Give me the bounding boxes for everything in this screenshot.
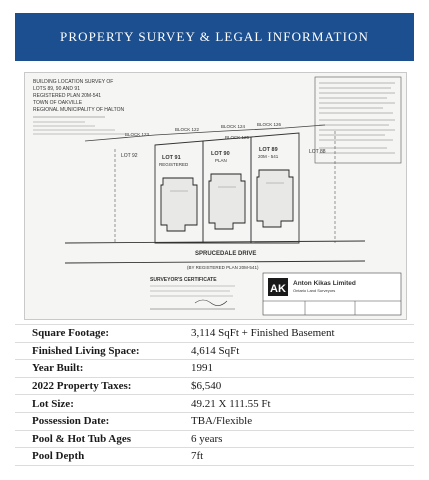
surveyor-subtitle: Ontario Land Surveyors xyxy=(293,288,336,293)
fact-label: 2022 Property Taxes: xyxy=(32,380,132,393)
lot-label: LOT 89 xyxy=(259,147,278,153)
fact-value: 3,114 SqFt + Finished Basement xyxy=(191,327,335,340)
fact-row xyxy=(15,431,414,449)
lot-labels xyxy=(121,147,326,167)
survey-title-line: REGIONAL MUNICIPALITY OF HALTON xyxy=(33,107,125,113)
survey-plan xyxy=(25,73,406,319)
fact-value: $6,540 xyxy=(191,380,222,393)
fact-row xyxy=(15,343,414,361)
fact-label: Year Built: xyxy=(32,362,84,375)
survey-title-line: LOTS 89, 90 AND 91 xyxy=(33,86,80,92)
fact-row xyxy=(15,395,414,413)
lot-plan-label: PLAN xyxy=(215,158,227,163)
fact-row xyxy=(15,413,414,431)
survey-drawing xyxy=(24,72,407,320)
fact-value: 7ft xyxy=(191,450,204,463)
block-label: BLOCK 125 xyxy=(225,135,250,140)
surveyor-logo: AK xyxy=(270,283,286,295)
house-footprints xyxy=(161,170,293,231)
lot-plan-label: REGISTERED xyxy=(159,162,189,167)
block-label: BLOCK 126 xyxy=(257,122,282,127)
lot-label: LOT 88 xyxy=(309,149,326,155)
lot-label: LOT 90 xyxy=(211,151,230,157)
fact-value: TBA/Flexible xyxy=(191,415,253,428)
property-facts-table xyxy=(15,324,414,466)
block-label: BLOCK 123 xyxy=(125,132,150,137)
fact-label: Pool Depth xyxy=(32,450,85,463)
lot-plan-label: 20M - 541 xyxy=(258,154,279,159)
fact-row xyxy=(15,448,414,466)
block-label: BLOCK 122 xyxy=(175,127,200,132)
fact-row xyxy=(15,360,414,378)
street-name: SPRUCEDALE DRIVE xyxy=(195,251,257,257)
street-subtitle: (BY REGISTERED PLAN 20M-541) xyxy=(187,265,259,270)
fact-label: Possession Date: xyxy=(32,415,110,428)
survey-title-line: TOWN OF OAKVILLE xyxy=(33,100,83,106)
survey-title-line: BUILDING LOCATION SURVEY OF xyxy=(33,79,114,85)
fact-value: 4,614 SqFt xyxy=(191,344,240,357)
surveyor-name: Anton Kikas Limited xyxy=(293,280,356,287)
fact-row xyxy=(15,324,414,343)
fact-value: 6 years xyxy=(191,432,223,445)
fact-label: Finished Living Space: xyxy=(32,344,140,357)
block-label: BLOCK 124 xyxy=(221,124,246,129)
fact-label: Pool & Hot Tub Ages xyxy=(32,432,132,445)
surveyor-certificate xyxy=(150,277,235,309)
fact-value: 49.21 X 111.55 Ft xyxy=(191,397,271,410)
lot-label: LOT 91 xyxy=(162,155,181,161)
street xyxy=(65,241,365,270)
surveyor-title-block xyxy=(263,273,401,315)
fact-row xyxy=(15,378,414,396)
survey-title-block xyxy=(33,79,125,134)
lot-label: LOT 92 xyxy=(121,153,138,159)
page-title: PROPERTY SURVEY & LEGAL INFORMATION xyxy=(60,29,369,44)
certificate-title: SURVEYOR'S CERTIFICATE xyxy=(150,277,217,283)
fact-label: Lot Size: xyxy=(32,397,74,410)
header-banner xyxy=(15,13,414,61)
fact-label: Square Footage: xyxy=(32,327,110,340)
survey-notes-block xyxy=(315,77,401,163)
rear-lot-line xyxy=(85,122,325,141)
fact-value: 1991 xyxy=(191,362,213,375)
survey-title-line: REGISTERED PLAN 20M-541 xyxy=(33,93,102,99)
